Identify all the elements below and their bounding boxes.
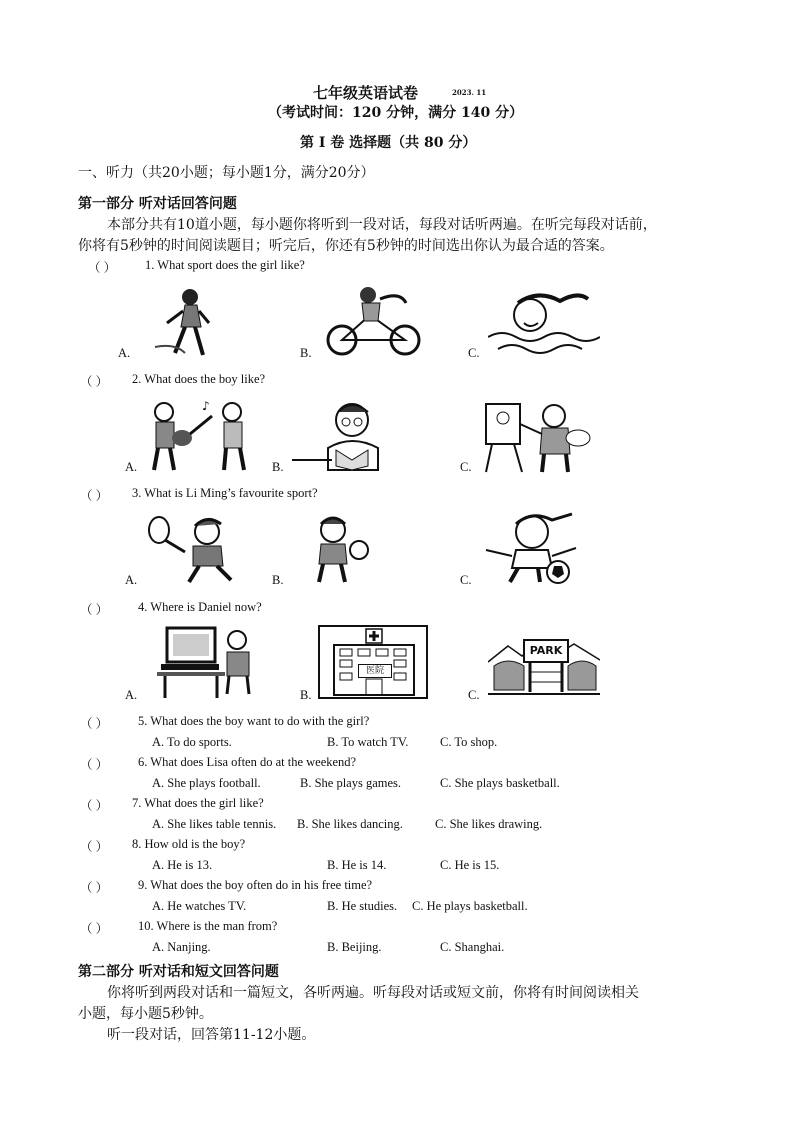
question-text: 7. What does the girl like? bbox=[132, 796, 264, 810]
question-text: 3. What is Li Ming’s favourite sport? bbox=[132, 486, 318, 500]
hospital-sign: 医院 bbox=[358, 664, 392, 678]
page-title: 七年级英语试卷 bbox=[313, 84, 419, 102]
exam-subtitle: （考试时间：120 分钟，满分 140 分） bbox=[268, 105, 524, 121]
option-a: A. To do sports. bbox=[152, 735, 232, 749]
option-b: B. He studies. bbox=[327, 899, 398, 913]
question-text: 10. Where is the man from? bbox=[138, 919, 278, 933]
option-label: A. bbox=[125, 688, 138, 702]
question-text: 6. What does Lisa often do at the weekend? bbox=[138, 755, 357, 769]
option-a: A. She likes table tennis. bbox=[152, 817, 277, 831]
question-text: 5. What does the boy want to do with the girl? bbox=[138, 714, 370, 728]
answer-paren[interactable]: （ ） bbox=[80, 881, 109, 895]
painter-illustration bbox=[478, 398, 598, 473]
answer-paren[interactable]: （ ） bbox=[80, 603, 109, 617]
volleyball-boy-illustration bbox=[305, 512, 375, 584]
section-heading: 一、听力（共20小题；每小题1分，满分20分） bbox=[78, 165, 375, 181]
option-label: C. bbox=[468, 346, 480, 360]
answer-paren[interactable]: （ ） bbox=[88, 261, 117, 275]
option-label: B. bbox=[300, 688, 312, 702]
question-text: 1. What sport does the girl like? bbox=[145, 258, 305, 272]
reading-boy-illustration bbox=[292, 398, 412, 473]
question-text: 8. How old is the boy? bbox=[132, 837, 246, 851]
park-illustration bbox=[488, 626, 600, 698]
part2-instruction: 你将听到两段对话和一篇短文，各听两遍。听每段对话或短文前，你将有时间阅读相关 bbox=[107, 985, 639, 1001]
question-text: 9. What does the boy often do in his free time? bbox=[138, 878, 373, 892]
option-c: C. She likes drawing. bbox=[435, 817, 543, 831]
tennis-player-illustration bbox=[145, 512, 245, 584]
answer-paren[interactable]: （ ） bbox=[80, 717, 109, 731]
option-label: B. bbox=[272, 460, 284, 474]
option-c: C. He is 15. bbox=[440, 858, 500, 872]
exam-date: 2023. 11 bbox=[452, 88, 487, 97]
option-label: A. bbox=[125, 460, 138, 474]
option-b: B. To watch TV. bbox=[327, 735, 409, 749]
option-label: C. bbox=[460, 460, 472, 474]
svg-text:♪: ♪ bbox=[202, 399, 210, 413]
option-label: B. bbox=[300, 346, 312, 360]
option-a: A. He watches TV. bbox=[152, 899, 247, 913]
option-label: C. bbox=[468, 688, 480, 702]
answer-paren[interactable]: （ ） bbox=[80, 489, 109, 503]
option-a: A. He is 13. bbox=[152, 858, 213, 872]
computer-boy-illustration bbox=[155, 624, 255, 700]
part2-title: 第二部分 听对话和短文回答问题 bbox=[78, 964, 279, 980]
option-b: B. She likes dancing. bbox=[297, 817, 403, 831]
option-c: C. She plays basketball. bbox=[440, 776, 560, 790]
park-gate-icon bbox=[488, 626, 600, 698]
option-c: C. He plays basketball. bbox=[412, 899, 528, 913]
guitar-boys-illustration bbox=[140, 398, 260, 473]
option-a: A. She plays football. bbox=[152, 776, 261, 790]
option-label: B. bbox=[272, 573, 284, 587]
option-b: B. He is 14. bbox=[327, 858, 387, 872]
football-boy-illustration bbox=[482, 510, 582, 586]
part1-instruction: 你将有5秒钟的时间阅读题目；听完后，你还有5秒钟的时间选出你认为最合适的答案。 bbox=[78, 238, 614, 254]
option-label: A. bbox=[118, 346, 131, 360]
park-sign: PARK bbox=[529, 644, 563, 657]
option-a: A. Nanjing. bbox=[152, 940, 211, 954]
part1-title: 第一部分 听对话回答问题 bbox=[78, 196, 237, 212]
option-b: B. Beijing. bbox=[327, 940, 382, 954]
question-text: 2. What does the boy like? bbox=[132, 372, 266, 386]
hospital-building-icon bbox=[320, 627, 426, 697]
option-c: C. Shanghai. bbox=[440, 940, 505, 954]
question-text: 4. Where is Daniel now? bbox=[138, 600, 262, 614]
swimming-girl-illustration bbox=[488, 285, 600, 357]
part2-instruction: 小题，每小题5秒钟。 bbox=[78, 1006, 213, 1022]
part1-instruction: 本部分共有10道小题，每小题你将听到一段对话，每段对话听两遍。在听完每段对话前， bbox=[107, 217, 657, 233]
answer-paren[interactable]: （ ） bbox=[80, 758, 109, 772]
answer-paren[interactable]: （ ） bbox=[80, 799, 109, 813]
answer-paren[interactable]: （ ） bbox=[80, 840, 109, 854]
part2-instruction: 听一段对话，回答第11-12小题。 bbox=[107, 1027, 316, 1043]
option-label: A. bbox=[125, 573, 138, 587]
option-b: B. She plays games. bbox=[300, 776, 402, 790]
answer-paren[interactable]: （ ） bbox=[80, 922, 109, 936]
option-c: C. To shop. bbox=[440, 735, 498, 749]
part-title: 第 I 卷 选择题（共 80 分） bbox=[300, 135, 477, 151]
answer-paren[interactable]: （ ） bbox=[80, 375, 109, 389]
option-label: C. bbox=[460, 573, 472, 587]
walking-girl-illustration bbox=[145, 285, 225, 360]
hospital-illustration bbox=[318, 625, 428, 699]
cycling-girl-illustration bbox=[310, 285, 430, 357]
